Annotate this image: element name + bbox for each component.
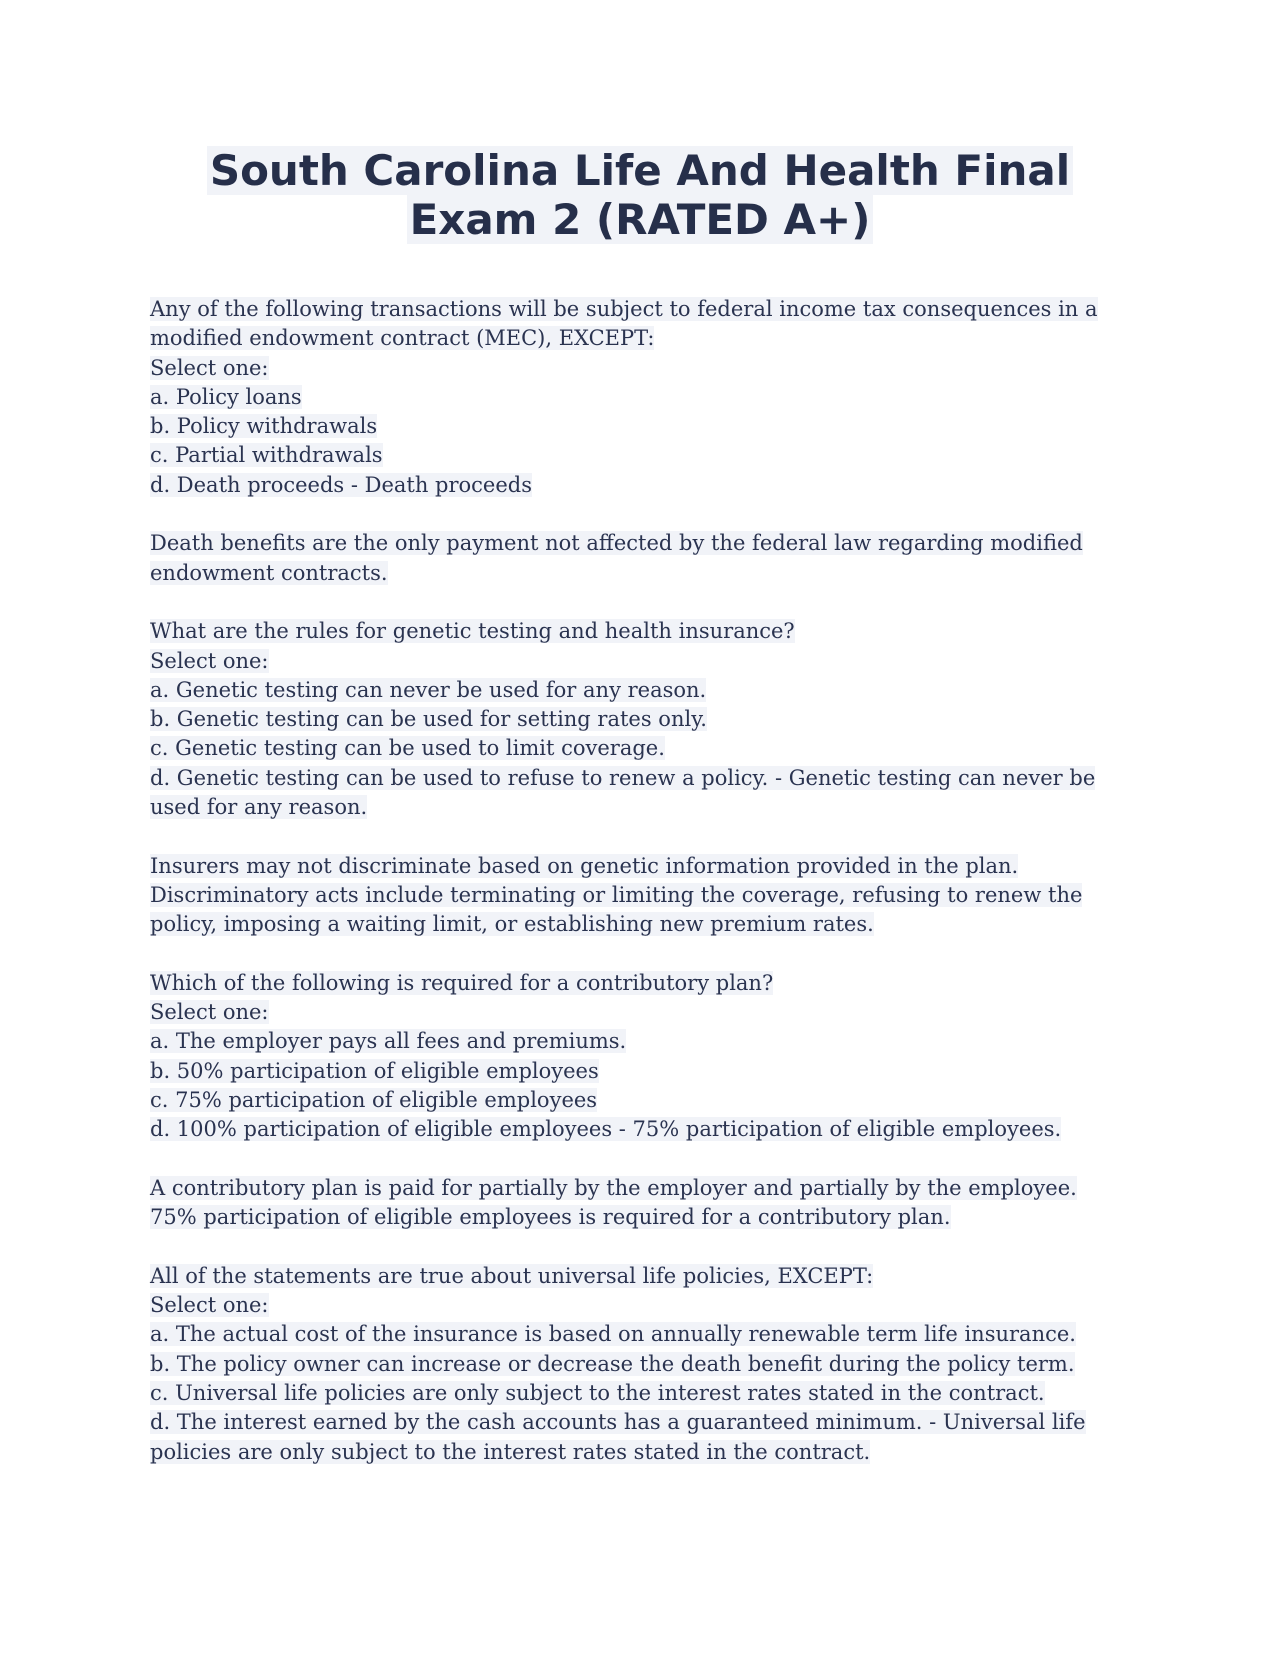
text-line-content: Which of the following is required for a contributory plan? xyxy=(150,970,774,995)
text-line xyxy=(150,1438,1130,1467)
text-line xyxy=(150,1057,1130,1086)
text-line-content: d. Genetic testing can be used to refuse to renew a policy. - Genetic testing can never be xyxy=(150,765,1096,790)
text-line-content: a. The employer pays all fees and premiums. xyxy=(150,1029,627,1054)
paragraph xyxy=(150,529,1130,588)
text-line xyxy=(150,1262,1130,1291)
text-line-content: b. The policy owner can increase or decrease the death benefit during the policy term. xyxy=(150,1351,1075,1376)
text-line-content: Any of the following transactions will be subject to federal income tax consequences in a xyxy=(150,297,1098,321)
text-line xyxy=(150,295,1130,324)
paragraph xyxy=(150,617,1130,822)
text-line-content: a. Genetic testing can never be used for any reason. xyxy=(150,677,707,702)
paragraph-gap xyxy=(150,588,1130,617)
text-line-content: c. Partial withdrawals xyxy=(150,443,383,468)
paragraph xyxy=(150,1262,1130,1467)
paragraph xyxy=(150,852,1130,940)
text-line-content: d. Death proceeds - Death proceeds xyxy=(150,472,533,497)
document-body xyxy=(150,295,1130,1467)
paragraph-gap xyxy=(150,940,1130,969)
text-line xyxy=(150,705,1130,734)
text-line-content: a. Policy loans xyxy=(150,384,302,409)
text-line xyxy=(150,383,1130,412)
text-line-content: Insurers may not discriminate based on genetic information provided in the plan. xyxy=(150,853,1019,878)
text-line-content: c. Universal life policies are only subject to the interest rates stated in the contract. xyxy=(150,1380,1045,1405)
text-line xyxy=(150,881,1130,910)
text-line xyxy=(150,676,1130,705)
text-line xyxy=(150,969,1130,998)
text-line xyxy=(150,1379,1130,1408)
text-line xyxy=(150,910,1130,939)
text-line-content: policy, imposing a waiting limit, or establishing new premium rates. xyxy=(150,912,874,937)
text-line-content: Select one: xyxy=(150,1293,269,1318)
text-line-content: Discriminatory acts include terminating or limiting the coverage, refusing to renew the xyxy=(150,882,1083,907)
text-line-content: All of the statements are true about universal life policies, EXCEPT: xyxy=(150,1263,874,1288)
text-line xyxy=(150,617,1130,646)
text-line xyxy=(150,647,1130,676)
text-line xyxy=(150,1174,1130,1203)
text-line xyxy=(150,354,1130,383)
text-line xyxy=(150,793,1130,822)
text-line-content: endowment contracts. xyxy=(150,560,388,585)
text-line-content: Select one: xyxy=(150,355,269,380)
paragraph xyxy=(150,969,1130,1145)
text-line-content: b. Policy withdrawals xyxy=(150,414,378,439)
text-line xyxy=(150,852,1130,881)
text-line xyxy=(150,471,1130,500)
paragraph xyxy=(150,295,1130,500)
text-line xyxy=(150,412,1130,441)
text-line-content: Death benefits are the only payment not affected by the federal law regarding modified xyxy=(150,531,1083,556)
text-line xyxy=(150,441,1130,470)
text-line-content: d. 100% participation of eligible employees - 75% participation of eligible employees. xyxy=(150,1117,1062,1142)
text-line xyxy=(150,1408,1130,1437)
paragraph-gap xyxy=(150,1233,1130,1262)
title-line-2: Exam 2 (RATED A+) xyxy=(407,195,874,244)
text-line-content: b. Genetic testing can be used for setting rates only. xyxy=(150,707,707,732)
text-line xyxy=(150,998,1130,1027)
text-line xyxy=(150,1291,1130,1320)
text-line-content: modified endowment contract (MEC), EXCEPT: xyxy=(150,326,655,351)
text-line xyxy=(150,559,1130,588)
paragraph-gap xyxy=(150,1145,1130,1174)
text-line-content: policies are only subject to the interest rates stated in the contract. xyxy=(150,1439,871,1464)
text-line xyxy=(150,1203,1130,1232)
text-line-content: used for any reason. xyxy=(150,795,368,820)
text-line xyxy=(150,1350,1130,1379)
text-line xyxy=(150,324,1130,353)
text-line xyxy=(150,529,1130,558)
text-line-content: 75% participation of eligible employees is required for a contributory plan. xyxy=(150,1205,951,1230)
paragraph xyxy=(150,1174,1130,1233)
text-line-content: Select one: xyxy=(150,1000,269,1025)
paragraph-gap xyxy=(150,500,1130,529)
text-line-content: d. The interest earned by the cash accounts has a guaranteed minimum. - Universal life xyxy=(150,1410,1086,1435)
paragraph-gap xyxy=(150,822,1130,851)
title-line-1: South Carolina Life And Health Final xyxy=(207,146,1073,195)
text-line xyxy=(150,1320,1130,1349)
text-line xyxy=(150,764,1130,793)
text-line-content: A contributory plan is paid for partially by the employer and partially by the employee. xyxy=(150,1175,1077,1200)
text-line xyxy=(150,1086,1130,1115)
text-line xyxy=(150,1027,1130,1056)
text-line-content: a. The actual cost of the insurance is based on annually renewable term life insurance. xyxy=(150,1322,1076,1347)
text-line-content: b. 50% participation of eligible employees xyxy=(150,1058,599,1083)
text-line-content: c. 75% participation of eligible employees xyxy=(150,1088,598,1113)
text-line-content: c. Genetic testing can be used to limit coverage. xyxy=(150,736,665,761)
text-line xyxy=(150,1115,1130,1144)
text-line-content: Select one: xyxy=(150,648,269,673)
text-line xyxy=(150,734,1130,763)
document-title xyxy=(150,146,1130,244)
text-line-content: What are the rules for genetic testing and health insurance? xyxy=(150,619,795,644)
